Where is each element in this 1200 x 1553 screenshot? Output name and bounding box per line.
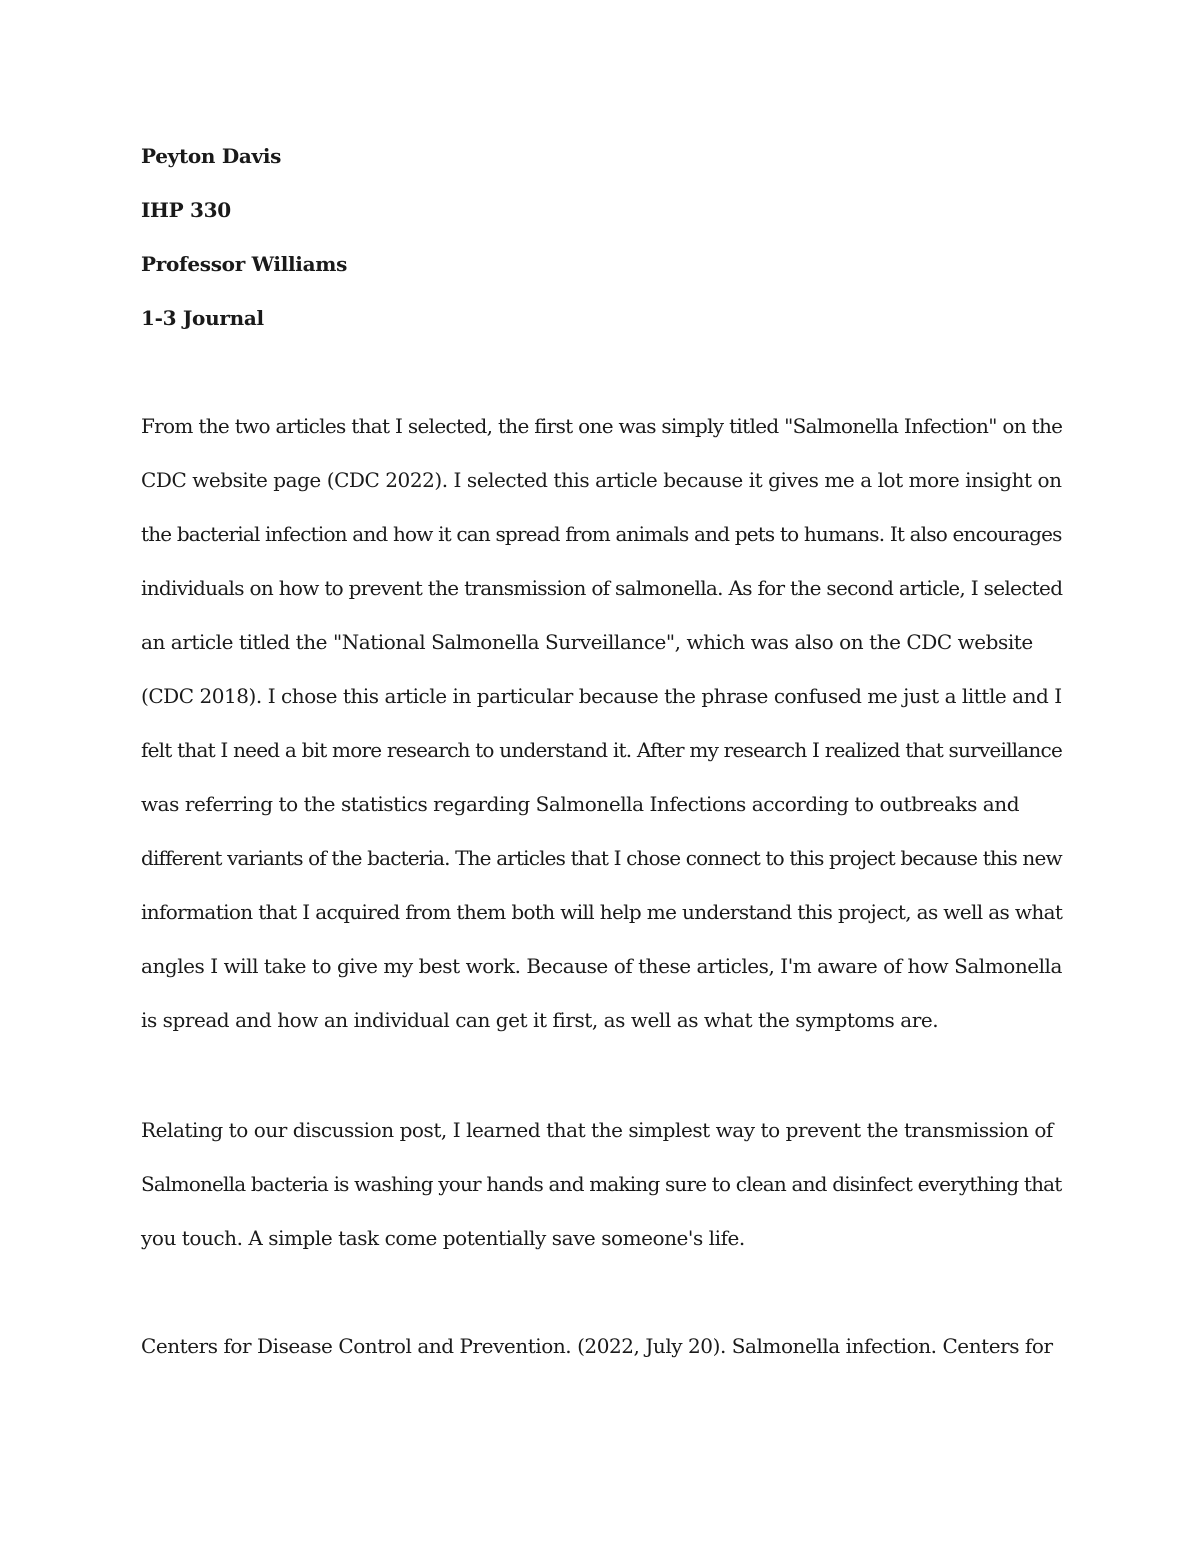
paragraph-line: the bacterial infection and how it can spread from animals and pets to humans. It also encourages bbox=[141, 522, 1062, 546]
paragraph-line: Relating to our discussion post, I learned that the simplest way to prevent the transmission of bbox=[141, 1118, 1053, 1142]
paragraph-line: angles I will take to give my best work. Because of these articles, I'm aware of how Salmonella bbox=[141, 954, 1062, 978]
author-name: Peyton Davis bbox=[141, 144, 282, 168]
paragraph-line: was referring to the statistics regarding Salmonella Infections according to outbreaks and bbox=[141, 792, 1020, 816]
paragraph-line: Salmonella bacteria is washing your hands and making sure to clean and disinfect everything that bbox=[141, 1172, 1062, 1196]
paragraph-line: CDC website page (CDC 2022). I selected this article because it gives me a lot more insight on bbox=[141, 468, 1062, 492]
paragraph-line: From the two articles that I selected, the first one was simply titled "Salmonella Infection" on the bbox=[141, 414, 1063, 438]
course-code: IHP 330 bbox=[141, 198, 231, 222]
paragraph-line: you touch. A simple task come potentially save someone's life. bbox=[141, 1226, 745, 1250]
paragraph-line: different variants of the bacteria. The articles that I chose connect to this project because this new bbox=[141, 846, 1062, 870]
assignment-title: 1-3 Journal bbox=[141, 306, 264, 330]
professor-name: Professor Williams bbox=[141, 252, 348, 276]
paragraph-line: information that I acquired from them both will help me understand this project, as well as what bbox=[141, 900, 1063, 924]
paragraph-line: is spread and how an individual can get it first, as well as what the symptoms are. bbox=[141, 1008, 939, 1032]
paragraph-line: (CDC 2018). I chose this article in particular because the phrase confused me just a little and I bbox=[141, 684, 1062, 708]
paragraph-line: individuals on how to prevent the transmission of salmonella. As for the second article, I selected bbox=[141, 576, 1063, 600]
reference-line: Centers for Disease Control and Prevention. (2022, July 20). Salmonella infection. Centers for bbox=[141, 1334, 1053, 1358]
paragraph-line: felt that I need a bit more research to understand it. After my research I realized that surveillance bbox=[141, 738, 1062, 762]
paragraph-line: an article titled the "National Salmonella Surveillance", which was also on the CDC website bbox=[141, 630, 1033, 654]
